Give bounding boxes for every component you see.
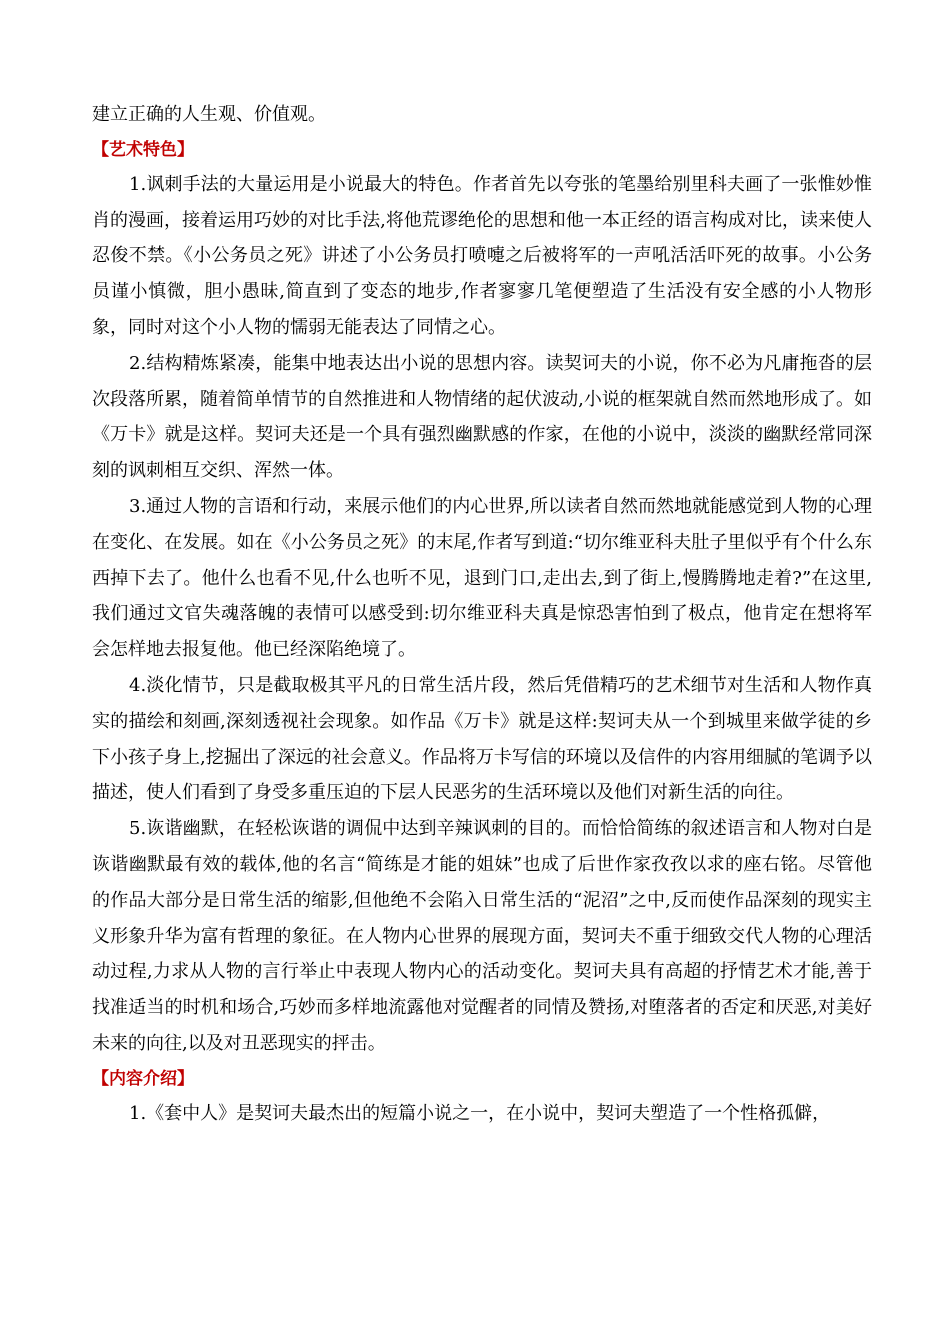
paragraph-art-3: 3.通过人物的言语和行动，来展示他们的内心世界,所以读者自然而然地就能感觉到人物的心理在变化、在发展。如在《小公务员之死》的末尾,作者写到道:“切尔维亚科夫肚子里似乎有个什么东西掉下去了。他什么也看不见,什么也听不见，退到门口,走出去,到了街上,慢腾腾地走着?”在这里,我们通过文官失魂落魄的表情可以感受到:切尔维亚科夫真是惊恐害怕到了极点，他肯定在想将军会怎样地去报复他。他已经深陷绝境了。 (92, 495, 872, 661)
section-heading-art-features: 【艺术特色】 (92, 139, 194, 160)
paragraph-art-2: 2.结构精炼紧凑，能集中地表达出小说的思想内容。读契诃夫的小说，你不必为凡庸拖沓的层次段落所累，随着简单情节的自然推进和人物情绪的起伏波动,小说的框架就自然而然地形成了。如《万卡》就是这样。契诃夫还是一个具有强烈幽默感的作家，在他的小说中，淡淡的幽默经常同深刻的讽刺相互交织、浑然一体。 (92, 352, 872, 482)
paragraph-art-4: 4.淡化情节，只是截取极其平凡的日常生活片段，然后凭借精巧的艺术细节对生活和人物作真实的描绘和刻画,深刻透视社会现象。如作品《万卡》就是这样:契诃夫从一个到城里来做学徒的乡下小孩子身上,挖掘出了深远的社会意义。作品将万卡写信的环境以及信件的内容用细腻的笔调予以描述，使人们看到了身受多重压迫的下层人民恶劣的生活环境以及他们对新生活的向往。 (92, 674, 872, 804)
section-heading-content-intro: 【内容介绍】 (92, 1068, 194, 1089)
document-page (92, 97, 872, 1132)
paragraph-content-1: 1.《套中人》是契诃夫最杰出的短篇小说之一，在小说中，契诃夫塑造了一个性格孤僻， (129, 1102, 831, 1124)
intro-line: 建立正确的人生观、价值观。 (92, 104, 326, 125)
paragraph-art-1: 1.讽刺手法的大量运用是小说最大的特色。作者首先以夸张的笔墨给别里科夫画了一张惟妙惟肖的漫画，接着运用巧妙的对比手法,将他荒谬绝伦的思想和他一本正经的语言构成对比，读来使人忍俊不禁。《小公务员之死》讲述了小公务员打喷嚏之后被将军的一声吼活活吓死的故事。小公务员谨小慎微，胆小愚昧,简直到了变态的地步,作者寥寥几笔便塑造了生活没有安全感的小人物形象，同时对这个小人物的懦弱无能表达了同情之心。 (92, 173, 872, 338)
paragraph-art-5: 5.诙谐幽默，在轻松诙谐的调侃中达到辛辣讽刺的目的。而恰恰简练的叙述语言和人物对白是诙谐幽默最有效的载体,他的名言“简练是才能的姐妹”也成了后世作家孜孜以求的座右铭。尽管他的作品大部分是日常生活的缩影,但他绝不会陷入日常生活的“泥沼”之中,反而使作品深刻的现实主义形象升华为富有哲理的象征。在人物内心世界的展现方面，契诃夫不重于细致交代人物的心理活动过程,力求从人物的言行举止中表现人物内心的活动变化。契诃夫具有高超的抒情艺术才能,善于找准适当的时机和场合,巧妙而多样地流露他对觉醒者的同情及赞扬,对堕落者的否定和厌恶,对美好未来的向往,以及对丑恶现实的抨击。 (92, 818, 872, 1054)
